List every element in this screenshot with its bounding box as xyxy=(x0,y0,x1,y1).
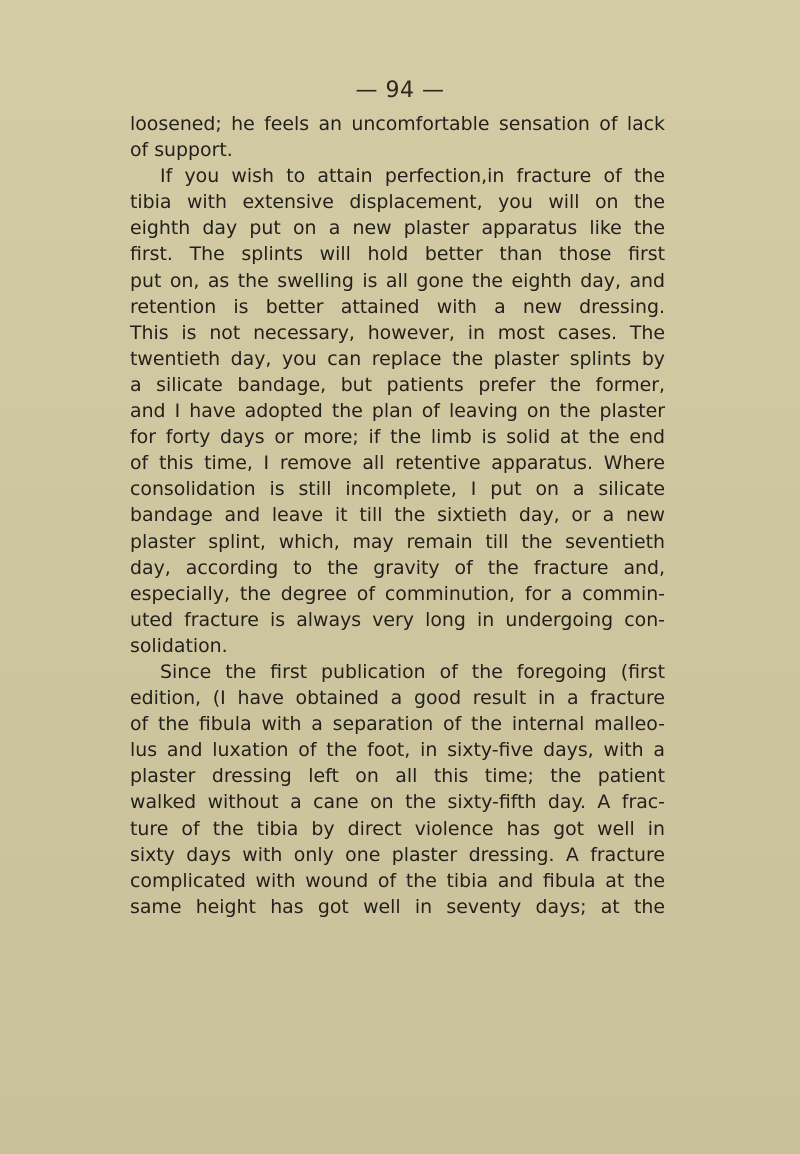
text-line: tibia with extensive displacement, you will on the xyxy=(130,191,665,214)
text-line: plaster dressing left on all this time; the patient xyxy=(130,765,665,788)
text-line: lus and luxation of the foot, in sixty-five days, with a xyxy=(130,739,665,762)
text-line: If you wish to attain perfection,in fracture of the xyxy=(160,165,665,188)
text-line: edition, (I have obtained a good result in a fracture xyxy=(130,687,665,710)
text-line: ture of the tibia by direct violence has got well in xyxy=(130,817,665,840)
text-line: of the fibula with a separation of the internal malleo- xyxy=(130,713,665,736)
text-line: This is not necessary, however, in most cases. The xyxy=(130,321,665,344)
body-text xyxy=(130,111,665,920)
text-line: and I have adopted the plan of leaving on the plaster xyxy=(130,400,665,423)
text-line: put on, as the swelling is all gone the eighth day, and xyxy=(130,269,665,292)
text-line: eighth day put on a new plaster apparatus like the xyxy=(130,217,665,240)
text-line: twentieth day, you can replace the plaster splints by xyxy=(130,347,665,370)
text-line: sixty days with only one plaster dressing. A fracture xyxy=(130,843,665,866)
text-line: day, according to the gravity of the fracture and, xyxy=(130,556,665,579)
text-line: of this time, I remove all retentive apparatus. Where xyxy=(130,452,665,475)
text-line: solidation. xyxy=(130,634,228,657)
text-line: first. The splints will hold better than those first xyxy=(130,243,665,266)
text-line: especially, the degree of comminution, for a commin- xyxy=(130,582,665,605)
text-line: of support. xyxy=(130,139,233,162)
text-line: consolidation is still incomplete, I put on a silicate xyxy=(130,478,665,501)
text-line: retention is better attained with a new dressing. xyxy=(130,295,665,318)
text-line: plaster splint, which, may remain till the seventieth xyxy=(130,530,665,553)
page-number: — 94 — xyxy=(355,78,445,103)
text-line: a silicate bandage, but patients prefer the former, xyxy=(130,373,665,396)
text-line: for forty days or more; if the limb is solid at the end xyxy=(130,426,665,449)
text-line: walked without a cane on the sixty-fifth day. A frac- xyxy=(130,791,665,814)
text-line: same height has got well in seventy days; at the xyxy=(130,895,665,918)
text-line: complicated with wound of the tibia and fibula at the xyxy=(130,869,665,892)
text-line: bandage and leave it till the sixtieth day, or a new xyxy=(130,504,665,527)
text-line: Since the first publication of the foregoing (first xyxy=(160,660,665,683)
text-line: uted fracture is always very long in undergoing con- xyxy=(130,608,665,631)
text-line: loosened; he feels an uncomfortable sensation of lack xyxy=(130,113,665,135)
